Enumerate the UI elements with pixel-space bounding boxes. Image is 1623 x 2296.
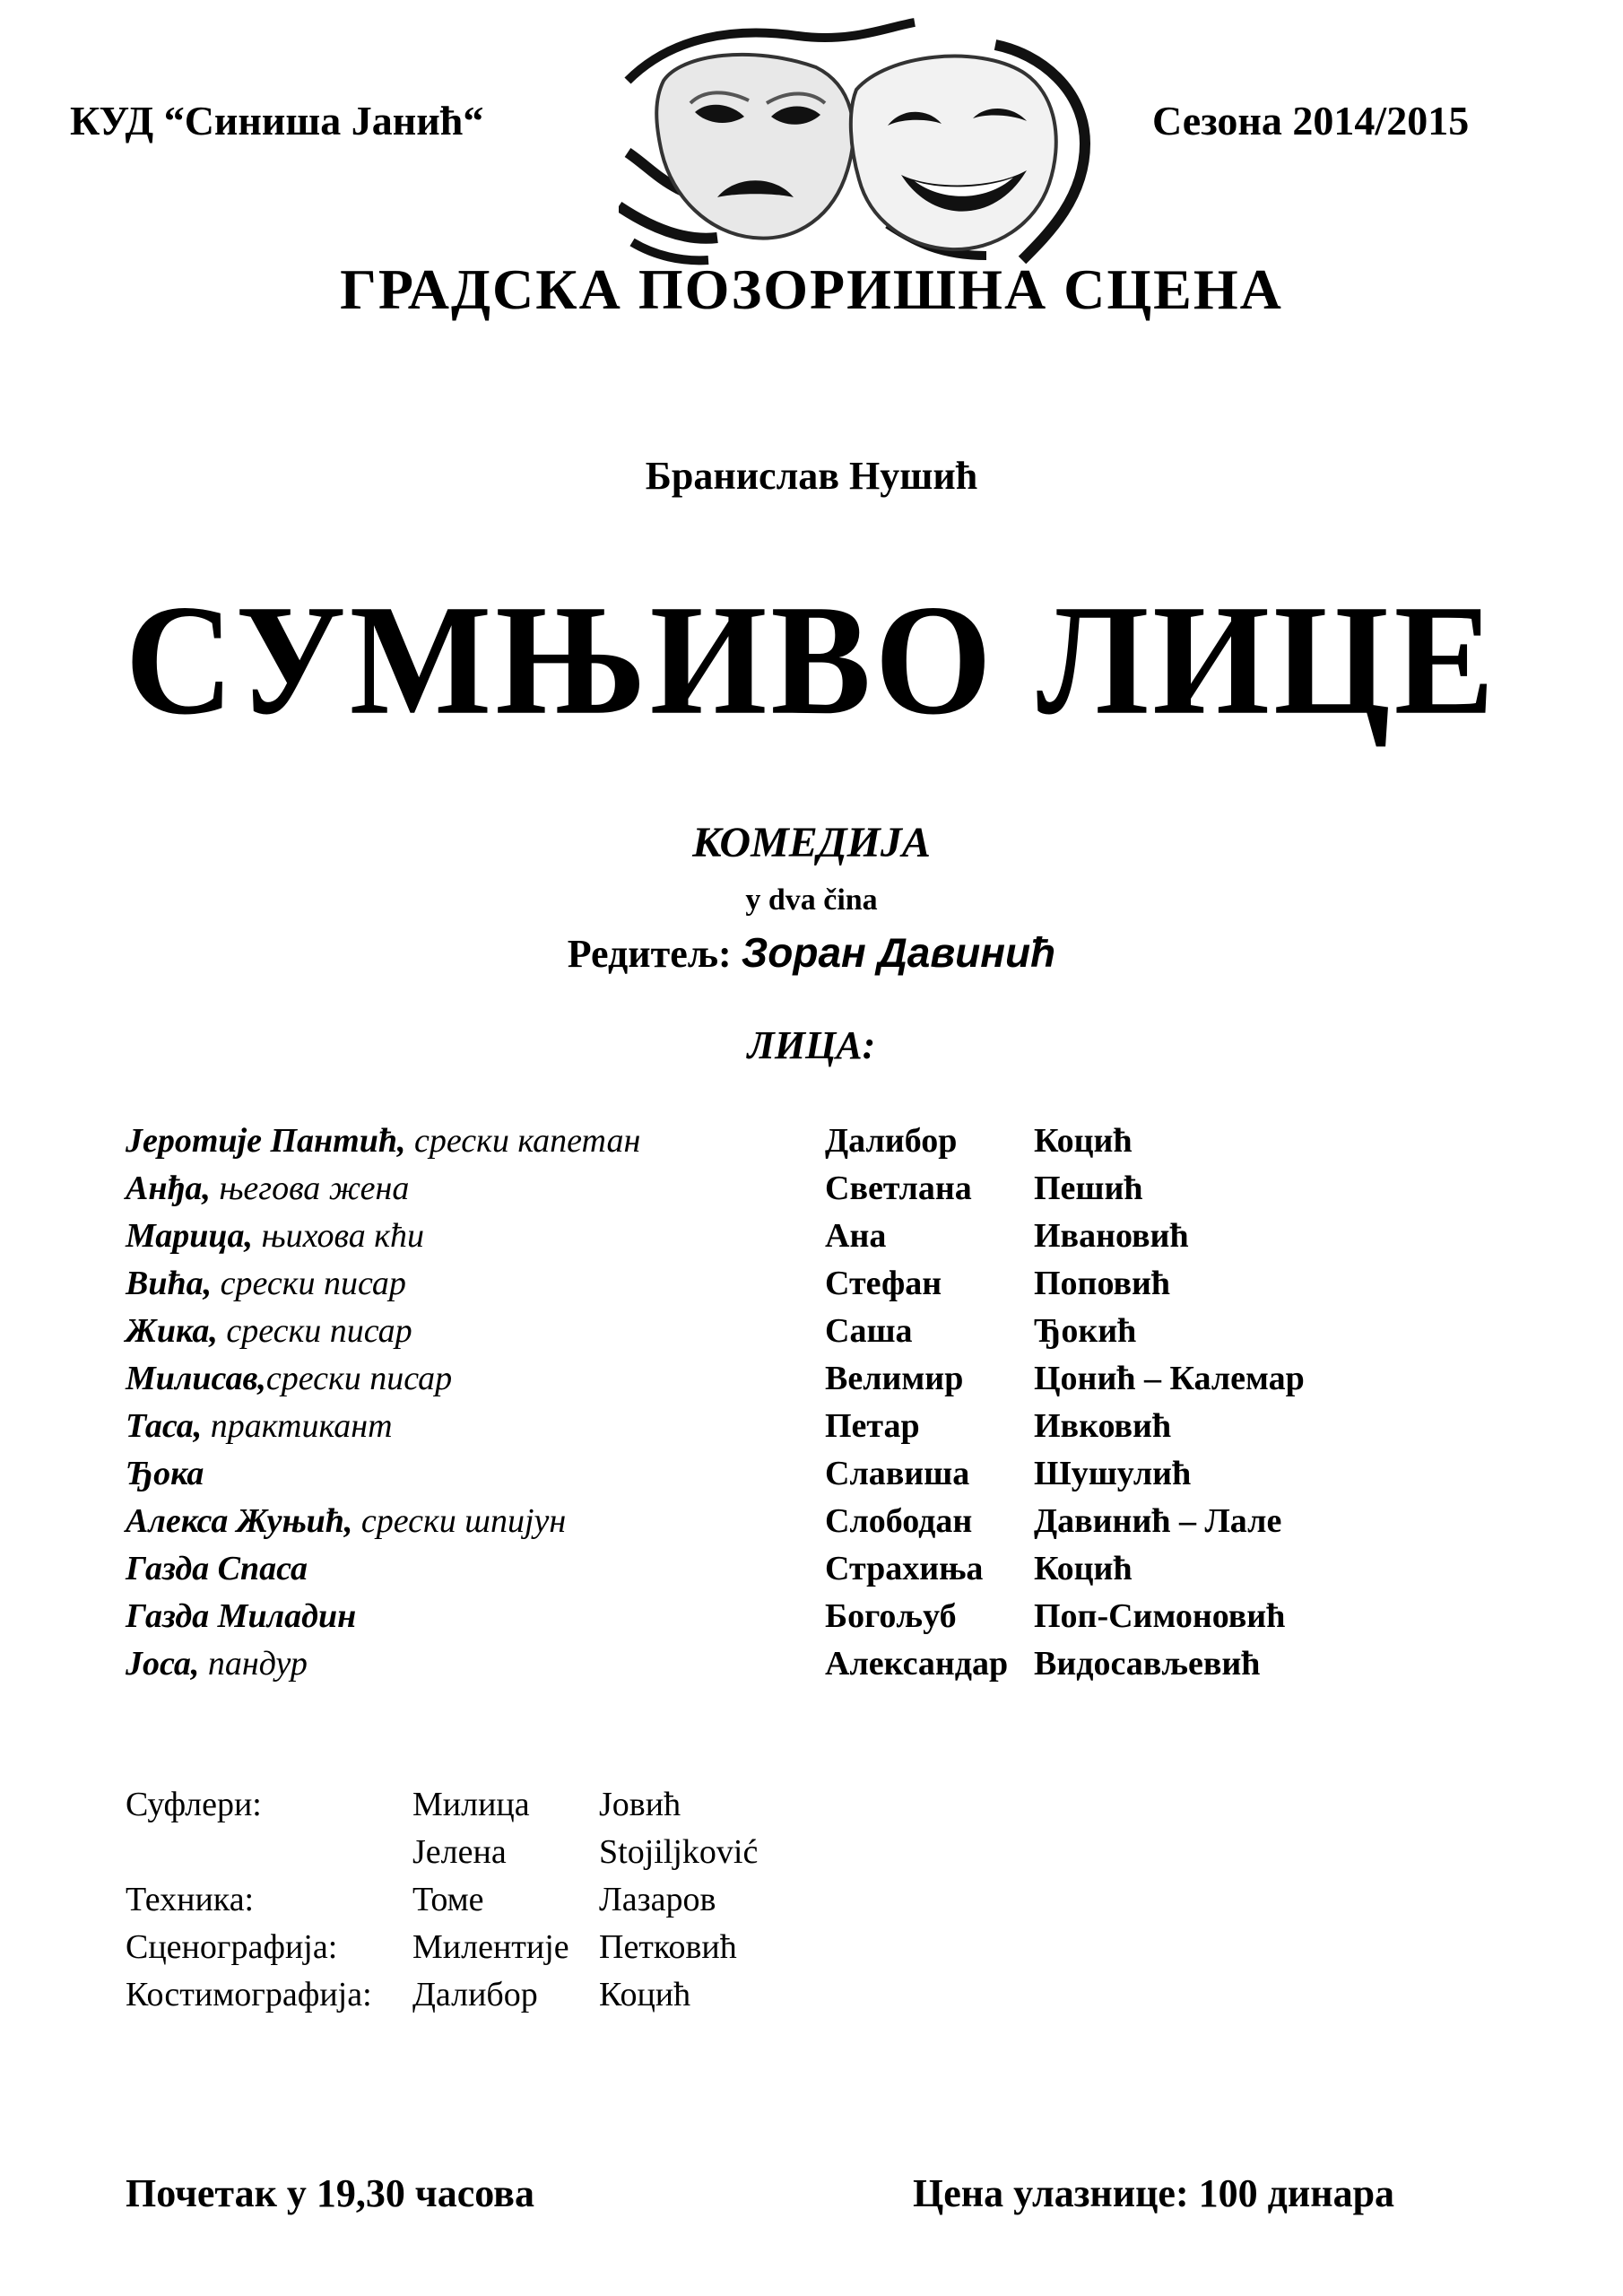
role-description: срески писар [212,1265,406,1302]
role-name: Јеротије Пантић, [126,1122,406,1160]
cast-row [126,1596,1560,1644]
start-time: Почетак у 19,30 часова [126,2171,534,2215]
society-name: КУД “Синиша Јанић“ [70,98,484,144]
actor-first-name: Велимир [825,1360,964,1397]
cast-row [126,1644,1560,1692]
crew-last-name: Лазаров [599,1881,716,1918]
crew-row [126,1880,1022,1927]
role-name: Таса, [126,1407,203,1445]
crew-role: Костимографија: [126,1976,372,2013]
actor-first-name: Саша [825,1312,913,1350]
cast-list [126,1121,1560,1692]
actor-first-name: Александар [825,1645,1009,1683]
actor-last-name: Цонић – Калемар [1034,1360,1305,1397]
actor-last-name: Ивановић [1034,1217,1189,1255]
actor-last-name: Пешић [1034,1170,1143,1207]
role-description: њихова кћи [253,1217,425,1255]
actor-last-name: Ђокић [1034,1312,1137,1350]
cast-heading: ЛИЦА: [747,1023,876,1067]
director-line [0,928,1623,977]
crew-row [126,1832,1022,1880]
role-description: срески писар [265,1360,453,1397]
crew-row [126,1975,1022,2022]
cast-row [126,1454,1560,1501]
crew-row [126,1785,1022,1832]
theatre-masks-logo [619,18,1103,269]
role-description: срески шпијун [352,1502,567,1540]
crew-list [126,1785,1022,2022]
crew-first-name: Томе [412,1881,484,1918]
season-label: Сезона 2014/2015 [1152,98,1470,144]
role-name: Милисав, [126,1360,266,1397]
cast-row [126,1359,1560,1406]
actor-last-name: Ивковић [1034,1407,1172,1445]
genre-label: КОМЕДИЈА [692,819,931,866]
director-name: Зоран Давинић [741,929,1056,976]
author-name: Бранислав Нушић [645,454,978,498]
actor-last-name: Поп-Симоновић [1034,1597,1286,1635]
actor-first-name: Славиша [825,1455,970,1492]
cast-row [126,1121,1560,1169]
ticket-price: Цена улазнице: 100 динара [913,2171,1395,2215]
role-description: срески писар [217,1312,412,1350]
actor-last-name: Видосављевић [1034,1645,1261,1683]
actor-first-name: Страхиња [825,1550,984,1587]
crew-role: Сценографија: [126,1928,338,1966]
crew-first-name: Далибор [412,1976,538,2013]
actor-first-name: Ана [825,1217,887,1255]
role-name: Вића, [126,1265,213,1302]
cast-row [126,1311,1560,1359]
crew-role: Суфлери: [126,1786,262,1823]
cast-row [126,1406,1560,1454]
crew-first-name: Јелена [412,1833,507,1871]
actor-first-name: Богољуб [825,1597,957,1635]
play-title: СУМЊИВО ЛИЦЕ [125,572,1498,748]
actor-last-name: Коцић [1034,1550,1133,1587]
scene-name: ГРАДСКА ПОЗОРИШНА СЦЕНА [340,257,1283,321]
cast-row [126,1216,1560,1264]
role-description: срески капетан [405,1122,641,1160]
crew-row [126,1927,1022,1975]
cast-row [126,1549,1560,1596]
actor-first-name: Петар [825,1407,920,1445]
crew-last-name: Коцић [599,1976,691,2013]
crew-last-name: Stojiljković [599,1833,759,1871]
role-name: Газда Миладин [126,1597,357,1635]
role-name: Газда Спаса [126,1550,308,1587]
acts-label: у dva čina [745,883,878,917]
role-name: Жика, [126,1312,218,1350]
director-label: Редитељ: [567,932,732,976]
crew-last-name: Петковић [599,1928,737,1966]
actor-first-name: Светлана [825,1170,972,1207]
role-description: практикант [202,1407,393,1445]
actor-first-name: Далибор [825,1122,958,1160]
actor-last-name: Коцић [1034,1122,1133,1160]
role-description: његова жена [210,1170,410,1207]
role-name: Анђа, [126,1170,211,1207]
actor-last-name: Давинић – Лале [1034,1502,1282,1540]
cast-row [126,1264,1560,1311]
actor-last-name: Шушулић [1034,1455,1192,1492]
role-name: Марица, [126,1217,254,1255]
role-name: Ђока [126,1455,204,1492]
crew-last-name: Јовић [599,1786,681,1823]
cast-row [126,1169,1560,1216]
crew-first-name: Милица [412,1786,530,1823]
actor-first-name: Стефан [825,1265,942,1302]
actor-last-name: Поповић [1034,1265,1171,1302]
cast-row [126,1501,1560,1549]
role-name: Јоса, [126,1645,200,1683]
role-name: Алекса Жуњић, [126,1502,353,1540]
crew-first-name: Милентије [412,1928,569,1966]
crew-role: Техника: [126,1881,255,1918]
actor-first-name: Слободан [825,1502,973,1540]
role-description: пандур [199,1645,308,1683]
